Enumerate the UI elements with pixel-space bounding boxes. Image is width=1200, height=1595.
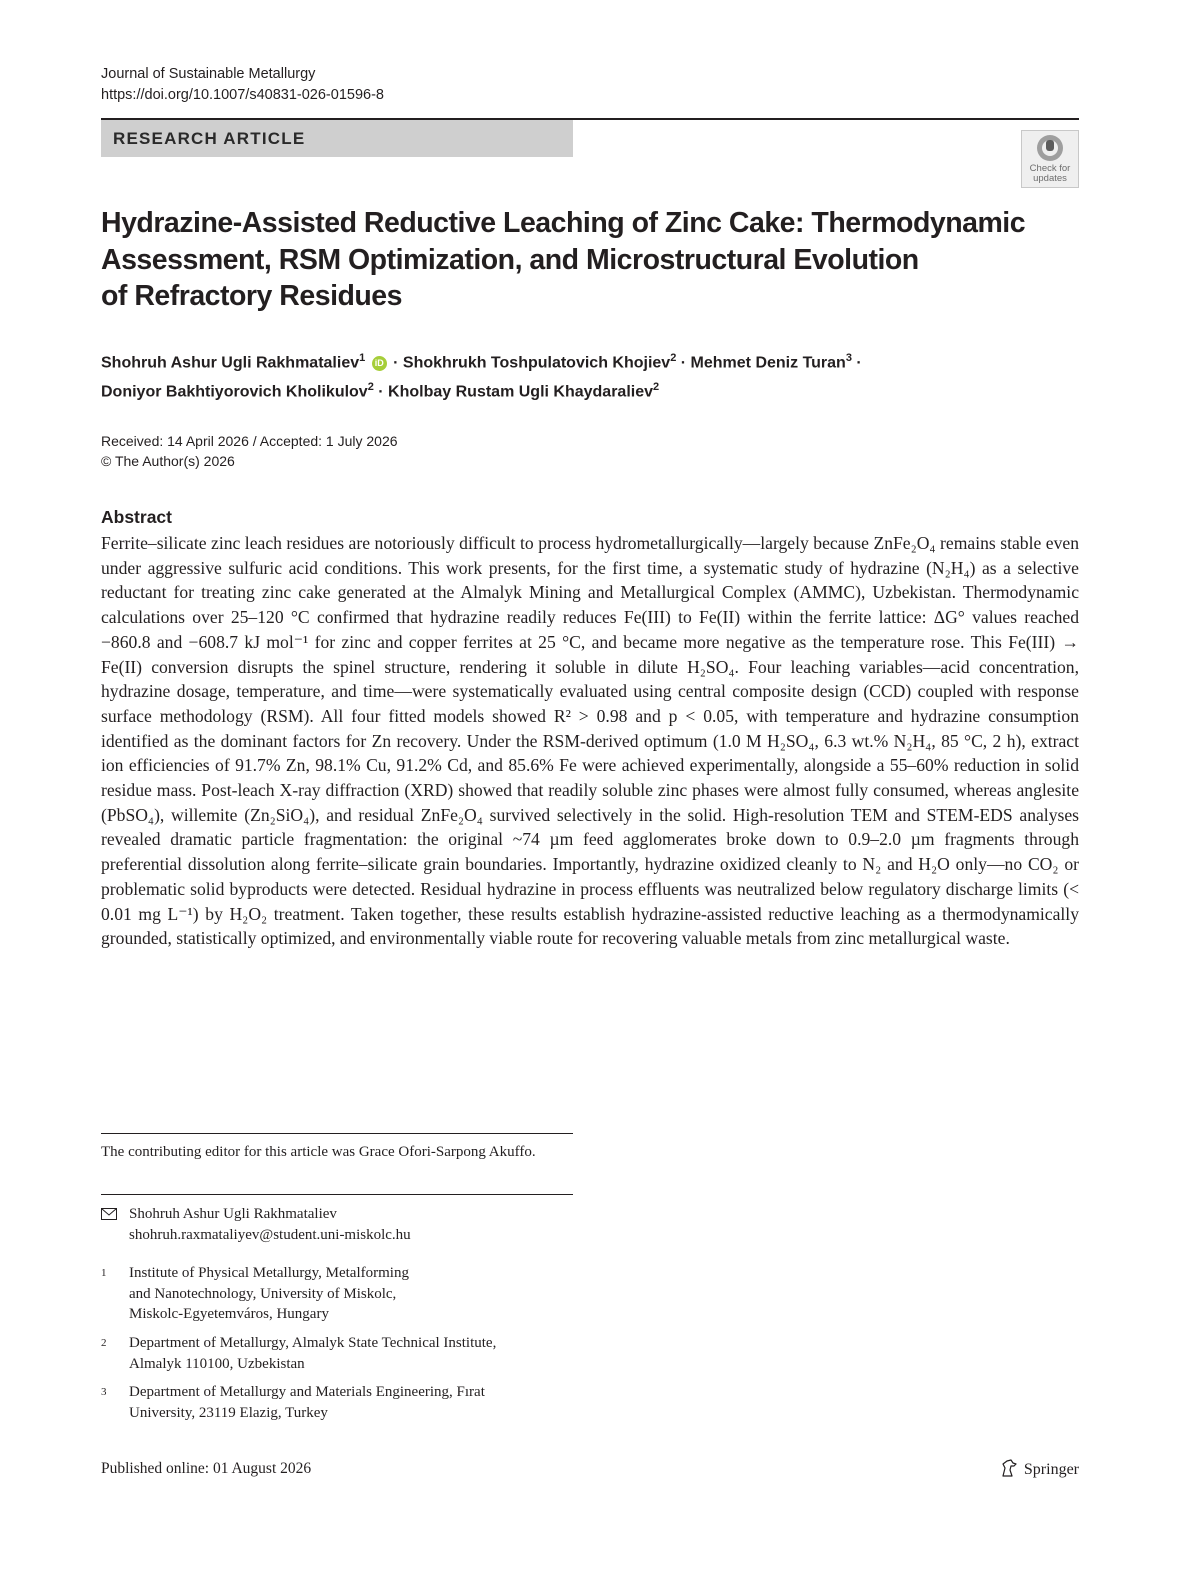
article-dates (101, 431, 398, 471)
affiliation-number: 1 (101, 1267, 107, 1279)
journal-header (101, 64, 384, 106)
affiliation-1 (101, 1263, 571, 1325)
title-line-1: Hydrazine-Assisted Reductive Leaching of Zinc Cake: Thermodynamic (101, 207, 1026, 239)
author-affiliation-mark: 2 (653, 381, 660, 394)
abstract-heading: Abstract (101, 507, 172, 527)
affiliation-2 (101, 1333, 571, 1374)
doi-link[interactable]: https://doi.org/10.1007/s40831-026-01596-8 (101, 87, 384, 103)
check-for-updates-badge[interactable] (1021, 130, 1079, 188)
author-name[interactable]: Mehmet Deniz Turan (690, 354, 846, 372)
article-type-label: RESEARCH ARTICLE (113, 129, 306, 148)
crossmark-icon (1036, 134, 1064, 162)
published-online-date: Published online: 01 August 2026 (101, 1460, 312, 1477)
copyright-line: © The Author(s) 2026 (101, 453, 235, 469)
affiliation-number: 3 (101, 1386, 107, 1398)
article-title (101, 205, 1041, 315)
affiliation-line: and Nanotechnology, University of Miskolc, (129, 1285, 397, 1302)
footnote-rule (101, 1133, 573, 1134)
author-affiliation-mark: 2 (367, 381, 374, 394)
author-name[interactable]: Shohruh Ashur Ugli Rakhmataliev (101, 354, 360, 372)
author-affiliation-mark: 2 (670, 352, 677, 364)
envelope-icon (101, 1208, 117, 1220)
author-line-2: Doniyor Bakhtiyorovich Kholikulov$^2$ · Kholbay Rustam Ugli Khaydaraliev$^2$ (101, 381, 660, 401)
title-line-3: of Refractory Residues (101, 280, 403, 312)
journal-name: Journal of Sustainable Metallurgy (101, 66, 316, 82)
corresponding-author (101, 1204, 571, 1245)
footnote-rule (101, 1194, 573, 1195)
abstract-text: Ferrite–silicate zinc leach residues are notoriously difficult to process hydrometallurgically—largely because ZnFe₂O₄ remains stable even under aggressive sulfuric acid conditions. This work presents, for the first time, a systematic study of hydrazine (N₂H₄) as a selective reductant for treating zinc cake generated at the Almalyk Mining and Metallurgical Complex (AMMC), Uzbekistan. Thermodynamic calculations over 25–120 °C confirmed that hydrazine readily reduces Fe(III) to Fe(II) within the ferrite lattice: ΔG° values reached −860.8 and −608.7 kJ mol⁻¹ for zinc and copper ferrites at 25 °C, and became more negative as the temperature rose. This Fe(III) → Fe(II) conversion disrupts the spinel structure, rendering it soluble in dilute H₂SO₄. Four leaching variables—acid concentration, hydrazine dosage, temperature, and time—were systematically evaluated using central composite design (CCD) coupled with response surface methodology (RSM). All four fitted models showed R² > 0.98 and p < 0.05, with temperature and hydrazine consumption identified as the dominant factors for Zn recovery. Under the RSM-derived optimum (1.0 M H₂SO₄, 6.3 wt.% N₂H₄, 85 °C, 2 h), extract ion efficiencies of 91.7% Zn, 98.1% Cu, 91.2% Cd, and 85.6% Fe were achieved experimentally, alongside a 55–60% reduction in solid residue mass. Post-leach X-ray diffraction (XRD) showed that readily soluble zinc phases were almost fully consumed, whereas anglesite (PbSO₄), willemite (Zn₂SiO₄), and residual ZnFe₂O₄ survived selectively in the solid. High-resolution TEM and STEM-EDS analyses revealed dramatic particle fragmentation: the original ~74 µm feed agglomerates broke down to 0.9–2.0 µm fragments through preferential dissolution along ferrite–silicate grain boundaries. Importantly, hydrazine oxidized cleanly to N₂ and H₂O only—no CO₂ or problematic solid byproducts were detected. Residual hydrazine in process effluents was neutralized below regulatory discharge limits (< 0.01 mg L⁻¹) by H₂O₂ treatment. Taken together, these results establish hydrazine-assisted reductive leaching as a thermodynamically grounded, statistically optimized, and environmentally viable route for recovering valuable metals from zinc metallurgical waste. (101, 533, 1079, 949)
affiliation-number: 2 (101, 1337, 107, 1349)
author-line-1: Shohruh Ashur Ugli Rakhmataliev$^1$ iD · Shokhrukh Toshpulatovich Khojiev$^2$ · Mehmet Deniz Turan$^3$ · (101, 352, 862, 372)
crossmark-text-2: updates (1033, 173, 1067, 184)
publisher-name: Springer (1023, 1461, 1079, 1478)
received-accepted-dates: Received: 14 April 2026 / Accepted: 1 July 2026 (101, 433, 398, 449)
affiliation-line: Almalyk 110100, Uzbekistan (129, 1355, 305, 1372)
author-name[interactable]: Kholbay Rustam Ugli Khaydaraliev (388, 383, 654, 401)
article-type-banner (101, 120, 573, 157)
affiliation-line: Department of Metallurgy, Almalyk State Technical Institute, (129, 1335, 497, 1351)
affiliation-line: Institute of Physical Metallurgy, Metalforming (129, 1265, 409, 1281)
affiliation-line: Miskolc-Egyetemváros, Hungary (129, 1306, 329, 1322)
author-affiliation-mark: 3 (845, 352, 852, 364)
orcid-icon[interactable]: iD (372, 356, 387, 371)
crossmark-text-1: Check for (1029, 163, 1071, 174)
corresponding-author-name: Shohruh Ashur Ugli Rakhmataliev (129, 1206, 337, 1222)
author-list (101, 346, 1061, 405)
affiliation-3 (101, 1382, 571, 1423)
publisher-logo[interactable] (999, 1458, 1079, 1479)
affiliation-line: University, 23119 Elazig, Turkey (129, 1404, 328, 1421)
affiliation-line: Department of Metallurgy and Materials Engineering, Fırat (129, 1384, 485, 1400)
corresponding-author-email[interactable]: shohruh.raxmataliyev@student.uni-miskolc.hu (129, 1226, 411, 1243)
author-name[interactable]: Doniyor Bakhtiyorovich Kholikulov (101, 383, 368, 401)
springer-horse-icon (999, 1458, 1019, 1478)
author-affiliation-mark: 1 (359, 352, 366, 364)
title-line-2: Assessment, RSM Optimization, and Microstructural Evolution (101, 243, 919, 276)
editor-note: The contributing editor for this article was Grace Ofori-Sarpong Akuffo. (101, 1144, 536, 1160)
author-name[interactable]: Shokhrukh Toshpulatovich Khojiev (402, 354, 671, 372)
